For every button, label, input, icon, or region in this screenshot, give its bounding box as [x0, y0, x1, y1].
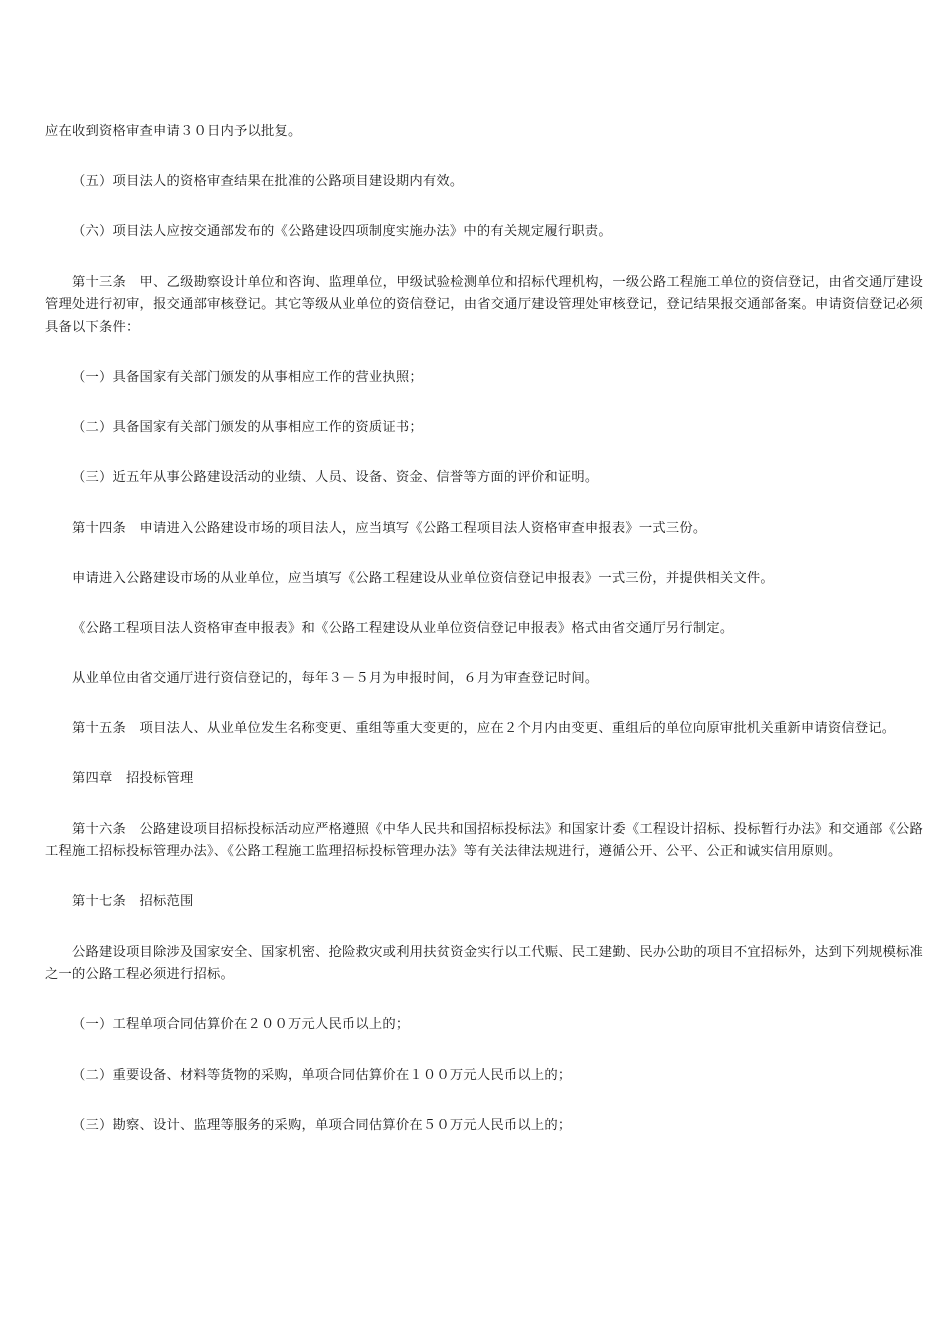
article-16-paragraph: 第十六条 公路建设项目招标投标活动应严格遵照《中华人民共和国招标投标法》和国家计委《工程设计招标、投标暂行办法》和交通部《公路工程施工招标投标管理办法》、《公路工程施工监理招标投标管理办法》等有关法律法规进行，遵循公开、公平、公正和诚实信用原则。 [45, 821, 923, 860]
article-14-paragraph: 第十四条 申请进入公路建设市场的项目法人，应当填写《公路工程项目法人资格审查申报表》一式三份。 [72, 520, 707, 536]
list-item-paragraph: （五）项目法人的资格审查结果在批准的公路项目建设期内有效。 [72, 174, 464, 190]
paragraph: 《公路工程项目法人资格审查申报表》和《公路工程建设从业单位资信登记申报表》格式由省交通厅另行制定。 [72, 620, 734, 636]
list-item-paragraph: （六）项目法人应按交通部发布的《公路建设四项制度实施办法》中的有关规定履行职责。 [72, 224, 612, 240]
list-item-paragraph: （三）勘察、设计、监理等服务的采购，单项合同估算价在５０万元人民币以上的； [72, 1117, 572, 1133]
list-item-paragraph: （一）具备国家有关部门颁发的从事相应工作的营业执照； [72, 369, 423, 385]
chapter-heading: 第四章 招投标管理 [72, 771, 194, 787]
article-15-paragraph: 第十五条 项目法人、从业单位发生名称变更、重组等重大变更的，应在２个月内由变更、重组后的单位向原审批机关重新申请资信登记。 [72, 721, 896, 737]
list-item-paragraph: （二）重要设备、材料等货物的采购，单项合同估算价在１００万元人民币以上的； [72, 1067, 572, 1083]
paragraph: 申请进入公路建设市场的从业单位，应当填写《公路工程建设从业单位资信登记申报表》一式三份，并提供相关文件。 [72, 570, 774, 586]
list-item-paragraph: （三）近五年从事公路建设活动的业绩、人员、设备、资金、信誉等方面的评价和证明。 [72, 470, 599, 486]
article-17-heading: 第十七条 招标范围 [72, 894, 194, 910]
document-body [45, 121, 923, 1165]
paragraph: 应在收到资格审查申请３０日内予以批复。 [45, 124, 302, 139]
list-item-paragraph: （二）具备国家有关部门颁发的从事相应工作的资质证书； [72, 420, 423, 436]
list-item-paragraph: （一）工程单项合同估算价在２００万元人民币以上的； [72, 1017, 410, 1033]
article-13-paragraph: 第十三条 甲、乙级勘察设计单位和咨询、监理单位，甲级试验检测单位和招标代理机构，一级公路工程施工单位的资信登记，由省交通厅建设管理处进行初审，报交通部审核登记。其它等级从业单位的资信登记，由省交通厅建设管理处审核登记，登记结果报交通部备案。申请资信登记必须具备以下条件： [45, 274, 923, 335]
paragraph: 从业单位由省交通厅进行资信登记的，每年３－５月为申报时间，６月为审查登记时间。 [72, 671, 599, 687]
paragraph: 公路建设项目除涉及国家安全、国家机密、抢险救灾或利用扶贫资金实行以工代赈、民工建勤、民办公助的项目不宜招标外，达到下列规模标准之一的公路工程必须进行招标。 [45, 944, 923, 983]
